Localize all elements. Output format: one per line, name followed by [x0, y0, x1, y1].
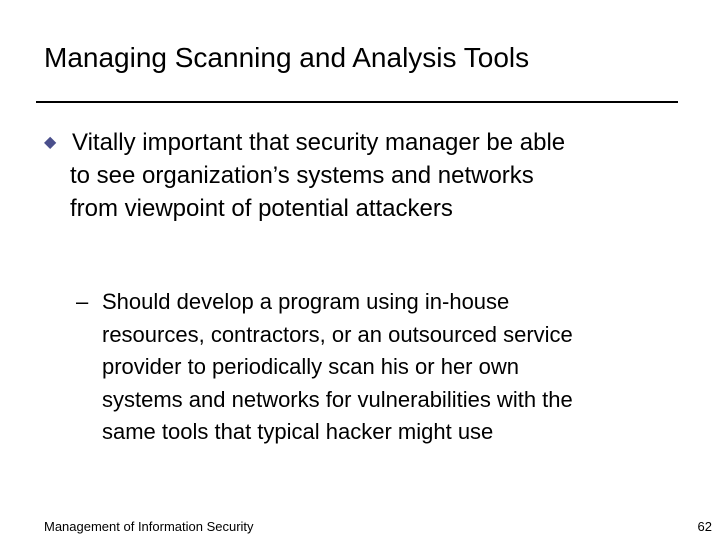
sub-bullet-line: provider to periodically scan his or her own [102, 354, 519, 379]
bullet-line: to see organization’s systems and networks [70, 162, 534, 189]
title-divider [36, 101, 678, 103]
slide-title: Managing Scanning and Analysis Tools [44, 42, 530, 73]
dash-bullet-icon: – [76, 289, 89, 314]
footer-page-number: 62 [697, 519, 712, 534]
sub-bullet-line: Should develop a program using in-house [102, 289, 510, 314]
bullet-item [44, 126, 684, 225]
sub-bullet-line: resources, contractors, or an outsourced service [102, 321, 573, 347]
sub-bullet-item [76, 286, 696, 449]
bullet-line: from viewpoint of potential attackers [70, 195, 453, 222]
footer-course-title: Management of Information Security [44, 519, 254, 534]
bullet-line: Vitally important that security manager be able [72, 129, 566, 156]
diamond-bullet-icon: ◆ [44, 134, 57, 151]
sub-bullet-line: systems and networks for vulnerabilities with the [102, 386, 573, 412]
sub-bullet-line: same tools that typical hacker might use [102, 419, 494, 444]
